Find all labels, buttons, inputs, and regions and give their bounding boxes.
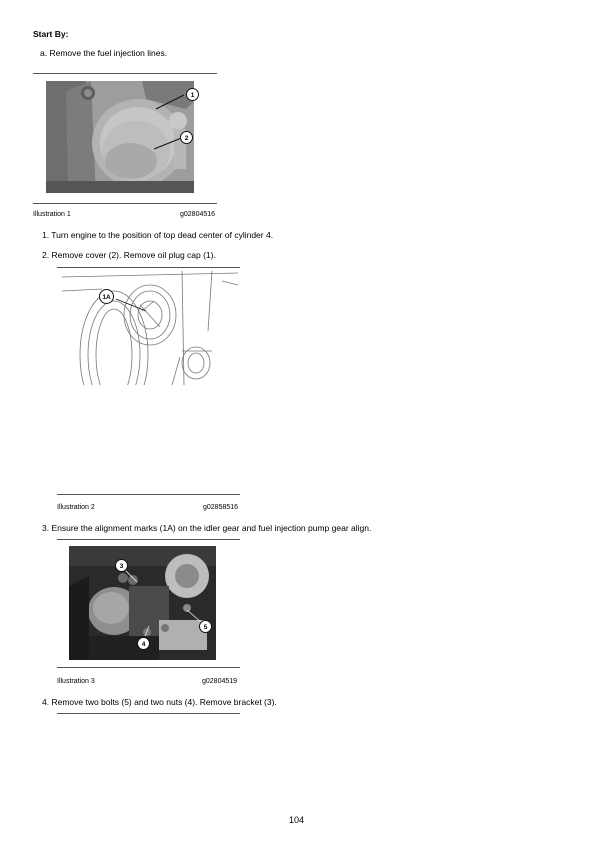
illustration-3-code: g02804519 — [202, 678, 238, 685]
callout-2: 2 — [180, 131, 193, 144]
step-1: 1. Turn engine to the position of top dead center of cylinder 4. — [42, 230, 274, 240]
illustration-2-caption: Illustration 2 — [57, 504, 95, 511]
illustration-3-bottom-rule — [57, 667, 240, 668]
illustration-3-caption: Illustration 3 — [57, 678, 95, 685]
callout-1: 1 — [186, 88, 199, 101]
callout-4: 4 — [137, 637, 150, 650]
start-by-item-a: a. Remove the fuel injection lines. — [40, 48, 168, 58]
illustration-2-top-rule — [57, 267, 240, 268]
engine-cover-photo — [46, 81, 194, 193]
illustration-1-code: g02804516 — [180, 211, 216, 218]
step-4: 4. Remove two bolts (5) and two nuts (4). Remove bracket (3). — [42, 697, 277, 707]
step-4-rule — [57, 713, 240, 714]
illustration-1-photo — [46, 81, 194, 193]
callout-1a: 1A — [99, 289, 114, 304]
illustration-1-top-rule — [33, 73, 217, 74]
illustration-1-bottom-rule — [33, 203, 217, 204]
step-3: 3. Ensure the alignment marks (1A) on the idler gear and fuel injection pump gear align. — [42, 523, 372, 533]
illustration-2-code: g02858516 — [203, 504, 239, 511]
page-number: 104 — [289, 815, 305, 825]
illustration-2-bottom-rule — [57, 494, 240, 495]
start-by-heading: Start By: — [33, 29, 69, 39]
illustration-1-caption: Illustration 1 — [33, 211, 71, 218]
callout-5: 5 — [199, 620, 212, 633]
callout-3: 3 — [115, 559, 128, 572]
timing-gear-drawing — [62, 271, 238, 385]
illustration-3-top-rule — [57, 539, 240, 540]
illustration-2-drawing — [62, 271, 238, 385]
step-2: 2. Remove cover (2). Remove oil plug cap (1). — [42, 250, 216, 260]
